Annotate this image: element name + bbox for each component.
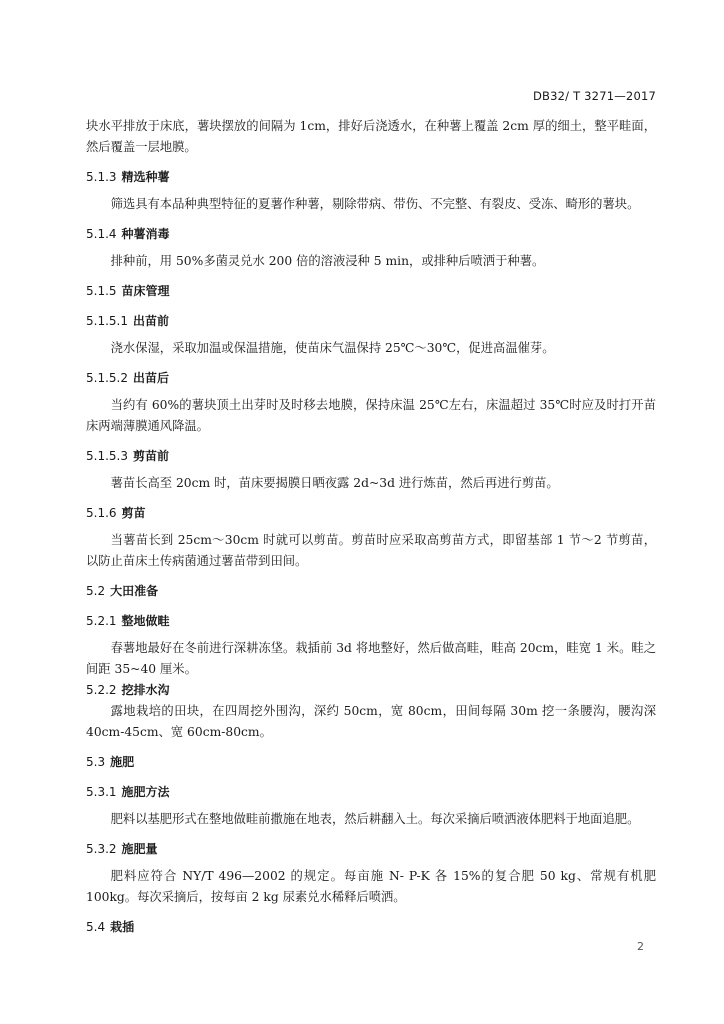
- section-number: 5.3.1: [86, 785, 117, 799]
- section-title: 苗床管理: [121, 284, 170, 298]
- section-number: 5.1.5.3: [86, 449, 128, 463]
- section-title: 剪苗: [121, 506, 146, 520]
- paragraph: 当约有 60%的薯块顶土出芽时及时移去地膜，保持床温 25℃左右，床温超过 35℃时应及时打开苗床两端薄膜通风降温。: [86, 398, 656, 433]
- section-title: 施肥量: [121, 842, 158, 856]
- section-number: 5.2.1: [86, 614, 117, 628]
- section-number: 5.1.5.1: [86, 314, 128, 328]
- paragraph: 当薯苗长到 25cm～30cm 时就可以剪苗。剪苗时应采取高剪苗方式，即留基部 1 节～2 节剪苗，以防止苗床土传病菌通过薯苗带到田间。: [86, 533, 656, 568]
- section-title: 整地做畦: [121, 614, 170, 628]
- section-number: 5.1.3: [86, 170, 117, 184]
- paragraph: 薯苗长高至 20cm 时，苗床要揭膜日晒夜露 2d~3d 进行炼苗，然后再进行剪苗。: [110, 476, 559, 490]
- section-heading: [86, 446, 656, 467]
- section-title: 施肥: [110, 755, 135, 769]
- paragraph: 春薯地最好在冬前进行深耕冻垡。栽插前 3d 将地整好，然后做高畦，畦高 20cm，畦宽 1 米。畦之间距 35~40 厘米。: [86, 641, 656, 676]
- section-heading: [86, 581, 656, 602]
- document-body: [86, 116, 656, 944]
- section-heading: [86, 368, 656, 389]
- section-title: 挖排水沟: [121, 683, 170, 697]
- section-number: 5.1.6: [86, 506, 117, 520]
- section-number: 5.3: [86, 755, 106, 769]
- paragraph: 露地栽培的田块，在四周挖外围沟，深约 50cm，宽 80cm，田间每隔 30m 挖一条腰沟，腰沟深 40cm-45cm、宽 60cm-80cm。: [86, 704, 656, 739]
- paragraph: 浇水保湿，采取加温或保温措施，使苗床气温保持 25℃～30℃，促进高温催芽。: [110, 341, 555, 355]
- section-heading: [86, 224, 656, 245]
- section-title: 出苗后: [132, 371, 169, 385]
- section-title: 剪苗前: [132, 449, 169, 463]
- section-title: 栽插: [110, 920, 135, 934]
- section-title: 施肥方法: [121, 785, 170, 799]
- section-heading: [86, 167, 656, 188]
- paragraph: 肥料以基肥形式在整地做畦前撒施在地表，然后耕翻入土。每次采摘后喷洒液体肥料于地面追肥。: [110, 812, 640, 826]
- paragraph: 排种前，用 50%多菌灵兑水 200 倍的溶液浸种 5 min，或排种后喷洒于种薯。: [110, 254, 545, 268]
- section-heading: [86, 281, 656, 302]
- section-number: 5.2.2: [86, 683, 117, 697]
- section-heading: [86, 503, 656, 524]
- section-heading: [86, 752, 656, 773]
- page-number: 2: [637, 940, 644, 953]
- paragraph: 块水平排放于床底，薯块摆放的间隔为 1cm，排好后浇透水，在种薯上覆盖 2cm 厚的细土，整平畦面，然后覆盖一层地膜。: [86, 119, 656, 154]
- document-number: DB32/ T 3271—2017: [532, 89, 656, 103]
- section-number: 5.3.2: [86, 842, 117, 856]
- paragraph: 肥料应符合 NY/T 496—2002 的规定。每亩施 N- P-K 各 15%的复合肥 50 kg、常规有机肥 100kg。每次采摘后，按每亩 2 kg 尿素兑水稀释后喷洒。: [86, 869, 656, 904]
- section-number: 5.1.4: [86, 227, 117, 241]
- section-title: 精选种薯: [121, 170, 170, 184]
- section-heading: [86, 839, 656, 860]
- section-number: 5.2: [86, 584, 106, 598]
- section-title: 出苗前: [132, 314, 169, 328]
- section-heading: [86, 782, 656, 803]
- paragraph: 筛选具有本品种典型特征的夏薯作种薯，剔除带病、带伤、不完整、有裂皮、受冻、畸形的薯块。: [110, 197, 640, 211]
- section-heading: [86, 311, 656, 332]
- section-title: 种薯消毒: [121, 227, 170, 241]
- section-heading: [86, 680, 656, 701]
- section-heading: [86, 917, 656, 938]
- section-heading: [86, 611, 656, 632]
- section-number: 5.1.5: [86, 284, 117, 298]
- section-number: 5.4: [86, 920, 106, 934]
- section-number: 5.1.5.2: [86, 371, 128, 385]
- section-title: 大田准备: [110, 584, 159, 598]
